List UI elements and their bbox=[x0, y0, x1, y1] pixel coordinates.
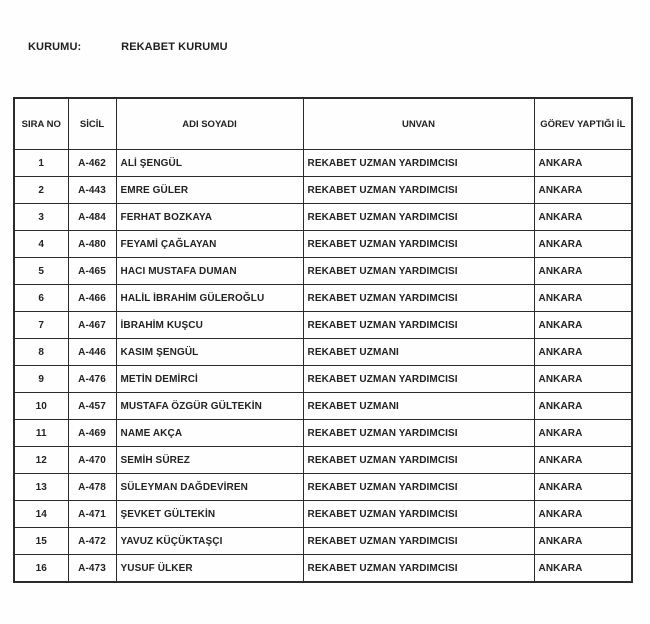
cell-sicil: A-472 bbox=[68, 528, 116, 555]
table-row bbox=[14, 339, 632, 366]
cell-adi-soyadi: YAVUZ KÜÇÜKTAŞÇI bbox=[116, 528, 303, 555]
cell-unvan: REKABET UZMANI bbox=[303, 393, 534, 420]
cell-sira-no: 1 bbox=[14, 150, 68, 177]
cell-adi-soyadi: HALİL İBRAHİM GÜLEROĞLU bbox=[116, 285, 303, 312]
cell-sira-no: 14 bbox=[14, 501, 68, 528]
cell-gorev-il: ANKARA bbox=[534, 474, 632, 501]
cell-sicil: A-484 bbox=[68, 204, 116, 231]
cell-adi-soyadi: FEYAMİ ÇAĞLAYAN bbox=[116, 231, 303, 258]
cell-sicil: A-465 bbox=[68, 258, 116, 285]
cell-adi-soyadi: ŞEVKET GÜLTEKİN bbox=[116, 501, 303, 528]
cell-adi-soyadi: FERHAT BOZKAYA bbox=[116, 204, 303, 231]
cell-gorev-il: ANKARA bbox=[534, 420, 632, 447]
table-header-row bbox=[14, 98, 632, 150]
cell-unvan: REKABET UZMAN YARDIMCISI bbox=[303, 447, 534, 474]
cell-adi-soyadi: METİN DEMİRCİ bbox=[116, 366, 303, 393]
col-header-sira-no: SIRA NO bbox=[14, 98, 68, 150]
table-row bbox=[14, 366, 632, 393]
table-row bbox=[14, 231, 632, 258]
cell-gorev-il: ANKARA bbox=[534, 312, 632, 339]
cell-unvan: REKABET UZMAN YARDIMCISI bbox=[303, 204, 534, 231]
cell-sicil: A-446 bbox=[68, 339, 116, 366]
cell-adi-soyadi: EMRE GÜLER bbox=[116, 177, 303, 204]
cell-adi-soyadi: YUSUF ÜLKER bbox=[116, 555, 303, 583]
cell-adi-soyadi: SÜLEYMAN DAĞDEVİREN bbox=[116, 474, 303, 501]
cell-gorev-il: ANKARA bbox=[534, 204, 632, 231]
document-header bbox=[28, 41, 228, 53]
cell-sira-no: 5 bbox=[14, 258, 68, 285]
cell-unvan: REKABET UZMAN YARDIMCISI bbox=[303, 177, 534, 204]
table-row bbox=[14, 528, 632, 555]
cell-unvan: REKABET UZMAN YARDIMCISI bbox=[303, 420, 534, 447]
table-row bbox=[14, 393, 632, 420]
table-row bbox=[14, 258, 632, 285]
cell-unvan: REKABET UZMAN YARDIMCISI bbox=[303, 312, 534, 339]
cell-gorev-il: ANKARA bbox=[534, 258, 632, 285]
cell-sicil: A-457 bbox=[68, 393, 116, 420]
table-row bbox=[14, 555, 632, 583]
table-row bbox=[14, 285, 632, 312]
cell-gorev-il: ANKARA bbox=[534, 393, 632, 420]
table-row bbox=[14, 420, 632, 447]
col-header-unvan: UNVAN bbox=[303, 98, 534, 150]
personnel-table bbox=[13, 97, 633, 583]
cell-gorev-il: ANKARA bbox=[534, 285, 632, 312]
cell-gorev-il: ANKARA bbox=[534, 501, 632, 528]
cell-sira-no: 12 bbox=[14, 447, 68, 474]
cell-sicil: A-471 bbox=[68, 501, 116, 528]
cell-sira-no: 6 bbox=[14, 285, 68, 312]
cell-adi-soyadi: İBRAHİM KUŞCU bbox=[116, 312, 303, 339]
table-row bbox=[14, 177, 632, 204]
cell-unvan: REKABET UZMAN YARDIMCISI bbox=[303, 528, 534, 555]
cell-gorev-il: ANKARA bbox=[534, 447, 632, 474]
institution-value: REKABET KURUMU bbox=[121, 41, 228, 53]
institution-label: KURUMU: bbox=[28, 41, 82, 53]
cell-unvan: REKABET UZMAN YARDIMCISI bbox=[303, 366, 534, 393]
cell-sira-no: 11 bbox=[14, 420, 68, 447]
cell-sicil: A-467 bbox=[68, 312, 116, 339]
col-header-sicil: SİCİL bbox=[68, 98, 116, 150]
cell-adi-soyadi: ALİ ŞENGÜL bbox=[116, 150, 303, 177]
cell-gorev-il: ANKARA bbox=[534, 177, 632, 204]
cell-sira-no: 9 bbox=[14, 366, 68, 393]
cell-unvan: REKABET UZMAN YARDIMCISI bbox=[303, 555, 534, 583]
cell-adi-soyadi: HACI MUSTAFA DUMAN bbox=[116, 258, 303, 285]
table-row bbox=[14, 312, 632, 339]
table-row bbox=[14, 204, 632, 231]
cell-adi-soyadi: SEMİH SÜREZ bbox=[116, 447, 303, 474]
cell-adi-soyadi: KASIM ŞENGÜL bbox=[116, 339, 303, 366]
col-header-gorev-il: GÖREV YAPTIĞI İL bbox=[534, 98, 632, 150]
cell-sicil: A-469 bbox=[68, 420, 116, 447]
cell-adi-soyadi: NAME AKÇA bbox=[116, 420, 303, 447]
cell-sicil: A-470 bbox=[68, 447, 116, 474]
cell-sicil: A-476 bbox=[68, 366, 116, 393]
cell-unvan: REKABET UZMAN YARDIMCISI bbox=[303, 474, 534, 501]
cell-sira-no: 8 bbox=[14, 339, 68, 366]
cell-unvan: REKABET UZMANI bbox=[303, 339, 534, 366]
cell-unvan: REKABET UZMAN YARDIMCISI bbox=[303, 501, 534, 528]
cell-gorev-il: ANKARA bbox=[534, 231, 632, 258]
cell-gorev-il: ANKARA bbox=[534, 555, 632, 583]
table-row bbox=[14, 474, 632, 501]
cell-unvan: REKABET UZMAN YARDIMCISI bbox=[303, 231, 534, 258]
cell-sira-no: 16 bbox=[14, 555, 68, 583]
cell-unvan: REKABET UZMAN YARDIMCISI bbox=[303, 285, 534, 312]
cell-gorev-il: ANKARA bbox=[534, 339, 632, 366]
cell-sicil: A-466 bbox=[68, 285, 116, 312]
table-row bbox=[14, 447, 632, 474]
cell-gorev-il: ANKARA bbox=[534, 528, 632, 555]
cell-unvan: REKABET UZMAN YARDIMCISI bbox=[303, 150, 534, 177]
cell-sira-no: 13 bbox=[14, 474, 68, 501]
cell-sicil: A-478 bbox=[68, 474, 116, 501]
col-header-adi-soyadi: ADI SOYADI bbox=[116, 98, 303, 150]
cell-sicil: A-480 bbox=[68, 231, 116, 258]
cell-sicil: A-443 bbox=[68, 177, 116, 204]
cell-gorev-il: ANKARA bbox=[534, 366, 632, 393]
table-row bbox=[14, 501, 632, 528]
cell-sira-no: 4 bbox=[14, 231, 68, 258]
table-row bbox=[14, 150, 632, 177]
cell-unvan: REKABET UZMAN YARDIMCISI bbox=[303, 258, 534, 285]
cell-sicil: A-462 bbox=[68, 150, 116, 177]
cell-gorev-il: ANKARA bbox=[534, 150, 632, 177]
cell-sira-no: 7 bbox=[14, 312, 68, 339]
cell-sira-no: 15 bbox=[14, 528, 68, 555]
cell-sira-no: 10 bbox=[14, 393, 68, 420]
cell-sira-no: 2 bbox=[14, 177, 68, 204]
cell-sira-no: 3 bbox=[14, 204, 68, 231]
cell-sicil: A-473 bbox=[68, 555, 116, 583]
cell-adi-soyadi: MUSTAFA ÖZGÜR GÜLTEKİN bbox=[116, 393, 303, 420]
